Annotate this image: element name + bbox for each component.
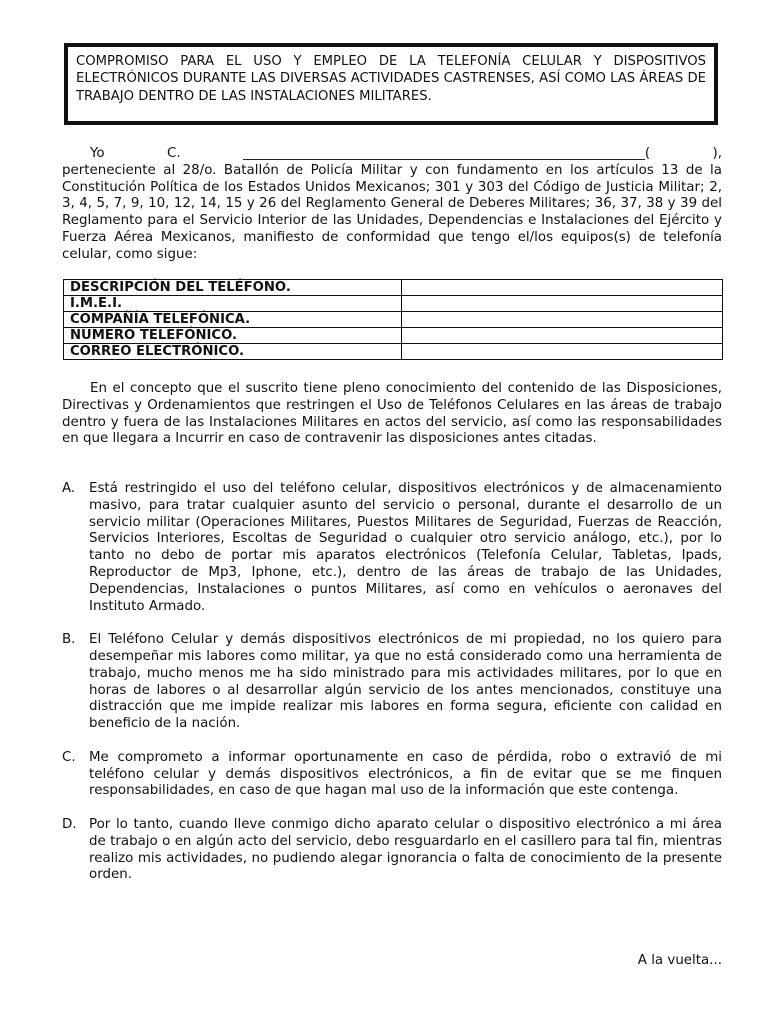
table-row [64,280,723,296]
table-row [64,344,723,360]
table-label: CORREO ELECTRÓNICO. [64,344,402,360]
list-item-letter: C. [62,749,76,765]
intro-paragraph [62,146,722,264]
list-item [62,750,722,800]
table-value[interactable] [402,328,723,344]
table-label: I.M.E.I. [64,296,402,312]
concept-paragraph: En el concepto que el suscrito tiene pleno conocimiento del contenido de las Disposiciones, Directivas y Ordenamientos que restringen el Uso de Teléfonos Celulares en las áreas de trabajo dentro y fuera de las Instalaciones Militares en actos del servicio, así como las responsabilidades en que llegara a Incurrir en caso de contravenir las disposiciones antes citadas. [62,381,722,447]
document-title-box [64,43,718,125]
phone-info-table [63,279,723,360]
list-item-text: Está restringido el uso del teléfono celular, dispositivos electrónicos y de almacenamiento masivo, para tratar cualquier asunto del servicio o personal, durante el desarrollo de un servicio militar (Operaciones Militares, Puestos Militares de Seguridad, Fuerzas de Reacción, Servicios Interiores, Escoltas de Seguridad o cualquier otro servicio análogo, etc.), por lo tanto no debo de portar mis aparatos electrónicos (Telefonía Celular, Tabletas, Ipads, Reproductor de Mp3, Iphone, etc.), dentro de las áreas de trabajo de las Unidades, Dependencias, Instalaciones o puntos Militares, así como en vehículos o aeronaves del Instituto Armado. [89,481,722,614]
document-title: COMPROMISO PARA EL USO Y EMPLEO DE LA TELEFONÍA CELULAR Y DISPOSITIVOS ELECTRÓNICOS DURANTE LAS DIVERSAS ACTIVIDADES CASTRENSES, ASÍ COMO LAS ÁREAS DE TRABAJO DENTRO DE LAS INSTALACIONES MILITARES. [76,54,706,104]
continued-note: A la vuelta... [637,953,722,968]
list-item-letter: D. [62,816,77,832]
table-value[interactable] [402,312,723,328]
table-value[interactable] [402,344,723,360]
list-item [62,817,722,884]
list-item-text: Por lo tanto, cuando lleve conmigo dicho aparato celular o dispositivo electrónico a mi área de trabajo o en algún acto del servicio, debo resguardarlo en el casillero para tal fin, mientras realizo mis actividades, no pudiendo alegar ignorancia o falta de conocimiento de la presente orden. [89,816,722,883]
table-value[interactable] [402,296,723,312]
table-row [64,296,723,312]
table-label: COMPAÑÍA TELEFÓNICA. [64,312,402,328]
list-item [62,481,722,615]
list-item [62,632,722,733]
list-item-text: El Teléfono Celular y demás dispositivos electrónicos de mi propiedad, no los quiero para desempeñar mis labores como militar, ya que no está considerado como una herramienta de trabajo, mucho menos me ha sido ministrado para mis actividades militares, por lo que en horas de labores o al desarrollar algún servicio de los antes mencionados, constituye una distracción que me impide realizar mis labores en forma segura, eficiente con calidad en beneficio de la nación. [89,632,722,732]
intro-name-line: Yo C. ____________________________________________________________( ), [90,146,722,161]
intro-body: perteneciente al 28/o. Batallón de Policía Militar y con fundamento en los artículos 13 de la Constitución Política de los Estados Unidos Mexicanos; 301 y 303 del Código de Justicia Militar; 2, 3, 4, 5, 7, 9, 10, 12, 14, 15 y 26 del Reglamento General de Deberes Militares; 36, 37, 38 y 39 del Reglamento para el Servicio Interior de las Unidades, Dependencias e Instalaciones del Ejército y Fuerza Aérea Mexicanos, manifiesto de conformidad que tengo el/los equipos(s) de telefonía celular, como sigue: [62,162,722,262]
table-row [64,312,723,328]
table-value[interactable] [402,280,723,296]
table-label: NUMERO TELEFÓNICO. [64,328,402,344]
commitment-list [62,481,722,901]
table-row [64,328,723,344]
list-item-letter: B. [62,632,76,648]
list-item-letter: A. [62,481,76,496]
table-label: DESCRIPCIÓN DEL TELÉFONO. [64,280,402,296]
list-item-text: Me comprometo a informar oportunamente en caso de pérdida, robo o extravió de mi teléfono celular y demás dispositivos electrónicos, a fin de evitar que se me finquen responsabilidades, en caso de que hagan mal uso de la información que este contenga. [89,749,722,799]
